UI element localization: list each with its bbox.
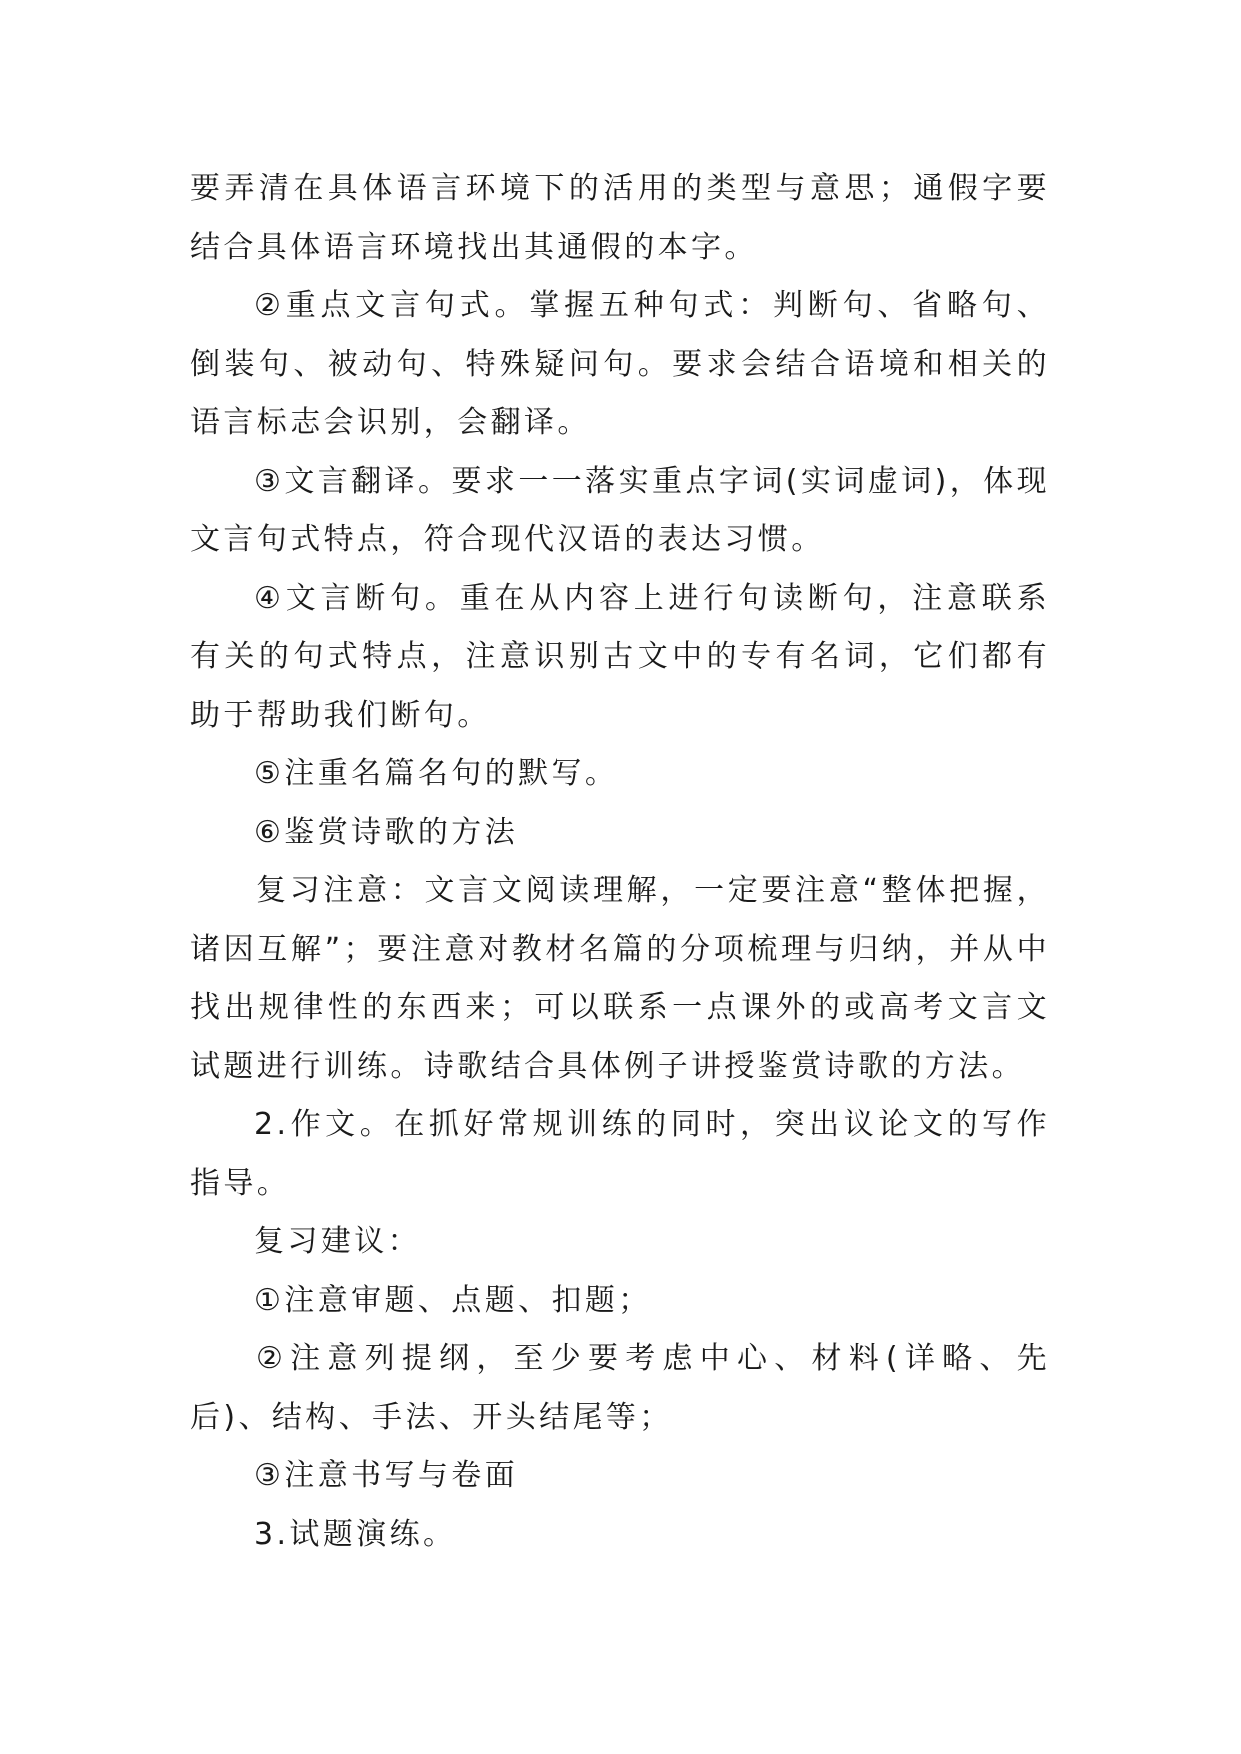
paragraph-topic-review: ①注意审题、点题、扣题； <box>254 1282 652 1318</box>
paragraph-review-suggestions: 复习建议： <box>254 1224 421 1259</box>
paragraph-review-notes: 复习注意：文言文阅读理解，一定要注意“整体把握，诸因互解”；要注意对教材名篇的分项梳理与归纳，并从中找出规律性的东西来；可以联系一点课外的或高考文言文试题进行训练。诗歌结合具体例子讲授鉴赏诗歌的方法。 <box>190 873 1050 1084</box>
paragraph-sentence-patterns: ②重点文言句式。掌握五种句式：判断句、省略句、倒装句、被动句、特殊疑问句。要求会结合语境和相关的语言标志会识别，会翻译。 <box>190 288 1050 440</box>
paragraph-translation: ③文言翻译。要求一一落实重点字词(实词虚词)，体现文言句式特点，符合现代汉语的表达习惯。 <box>190 463 1050 557</box>
document-body <box>190 160 1050 1564</box>
paragraph-dictation: ⑤注重名篇名句的默写。 <box>254 756 619 791</box>
paragraph-exercises: 3.试题演练。 <box>254 1516 457 1552</box>
paragraph-composition: 2.作文。在抓好常规训练的同时，突出议论文的写作指导。 <box>190 1107 1050 1201</box>
paragraph-handwriting: ③注意书写与卷面 <box>254 1458 519 1493</box>
paragraph-sentence-breaking: ④文言断句。重在从内容上进行句读断句，注意联系有关的句式特点，注意识别古文中的专有名词，它们都有助于帮助我们断句。 <box>190 580 1050 733</box>
paragraph-outline: ②注意列提纲，至少要考虑中心、材料(详略、先后)、结构、手法、开头结尾等； <box>190 1341 1050 1435</box>
paragraph-poetry-appreciation: ⑥鉴赏诗歌的方法 <box>254 814 519 850</box>
paragraph-continuation: 要弄清在具体语言环境下的活用的类型与意思；通假字要结合具体语言环境找出其通假的本字。 <box>190 171 1050 265</box>
